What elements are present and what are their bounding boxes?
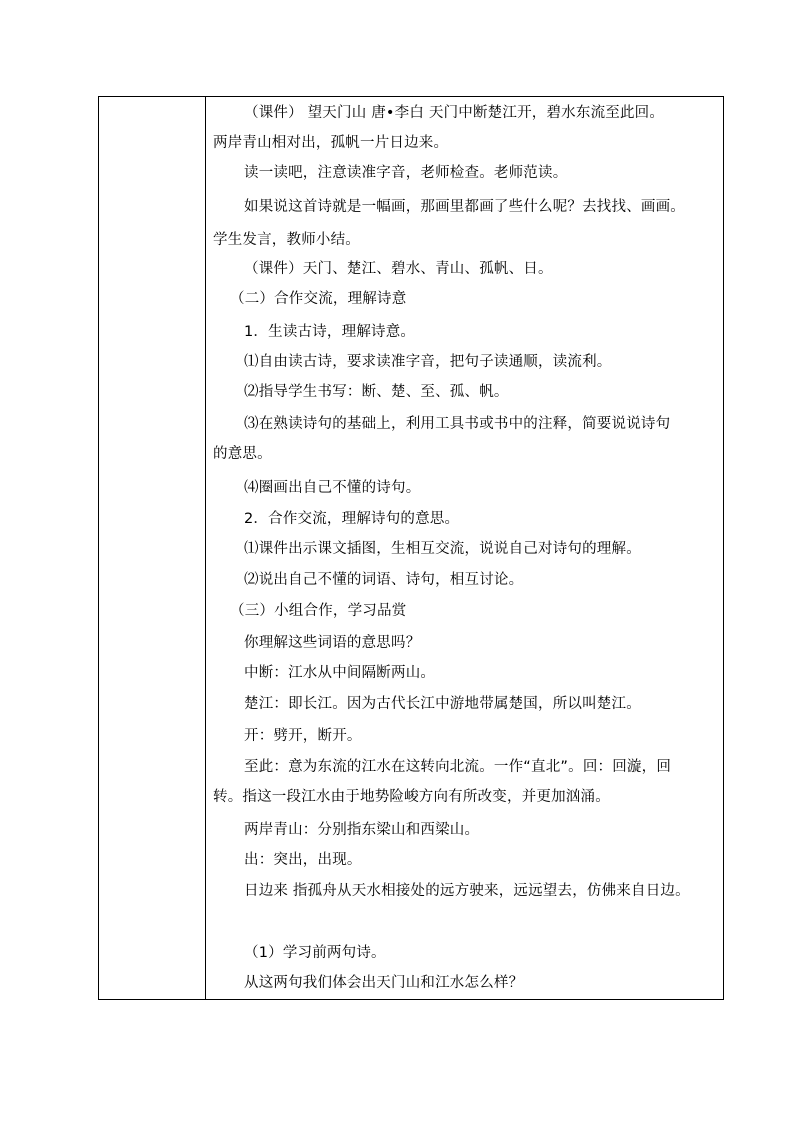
text-line: 出：突出，出现。 [244, 852, 362, 868]
left-column-cell [99, 97, 206, 999]
section-heading: （三）小组合作，学习品赏 [230, 603, 407, 619]
text-line: 转。指这一段江水由于地势险峻方向有所改变，并更加汹涌。 [213, 789, 610, 805]
text-line: 2．合作交流，理解诗句的意思。 [244, 511, 460, 527]
text-line: 如果说这首诗就是一幅画，那画里都画了些什么呢？去找找、画画。 [244, 199, 685, 215]
text-line: 至此：意为东流的江水在这转向北流。一作“直北”。回：回漩，回 [244, 759, 672, 775]
text-line: 两岸青山相对出，孤帆一片日边来。 [213, 135, 449, 151]
text-line: 楚江：即长江。因为古代长江中游地带属楚国，所以叫楚江。 [244, 696, 641, 712]
text-line: 1．生读古诗，理解诗意。 [244, 324, 416, 340]
text-line: ⑶在熟读诗句的基础上，利用工具书或书中的注释，简要说说诗句 [244, 416, 671, 432]
text-line: 读一读吧，注意读准字音，老师检查。老师范读。 [244, 165, 568, 181]
content-cell [206, 97, 723, 999]
text-line: 两岸青山：分别指东梁山和西梁山。 [244, 822, 480, 838]
text-line: ⑵指导学生书写：断、楚、至、孤、帆。 [244, 384, 509, 400]
section-heading: （二）合作交流，理解诗意 [230, 291, 407, 307]
text-line: （课件）天门、楚江、碧水、青山、孤帆、日。 [244, 261, 553, 277]
text-line: （课件） 望天门山 唐•李白 天门中断楚江开，碧水东流至此回。 [244, 105, 665, 121]
text-line: ⑷圈画出自己不懂的诗句。 [244, 480, 421, 496]
lesson-table [98, 96, 724, 1000]
text-line: 日边来 指孤舟从天水相接处的远方驶来，远远望去，仿佛来自日边。 [244, 883, 690, 899]
text-line: 的意思。 [213, 446, 272, 462]
text-line: ⑴课件出示课文插图，生相互交流，说说自己对诗句的理解。 [244, 541, 641, 557]
text-line: ⑴自由读古诗，要求读准字音，把句子读通顺，读流利。 [244, 354, 612, 370]
text-line: 从这两句我们体会出天门山和江水怎么样？ [244, 975, 524, 991]
text-line: （1）学习前两句诗。 [244, 945, 386, 961]
text-line: 学生发言，教师小结。 [213, 232, 360, 248]
text-line: ⑵说出自己不懂的词语、诗句，相互讨论。 [244, 572, 524, 588]
text-line: 开：劈开，断开。 [244, 728, 362, 744]
text-line: 你理解这些词语的意思吗？ [244, 635, 421, 651]
text-line: 中断：江水从中间隔断两山。 [244, 665, 436, 681]
